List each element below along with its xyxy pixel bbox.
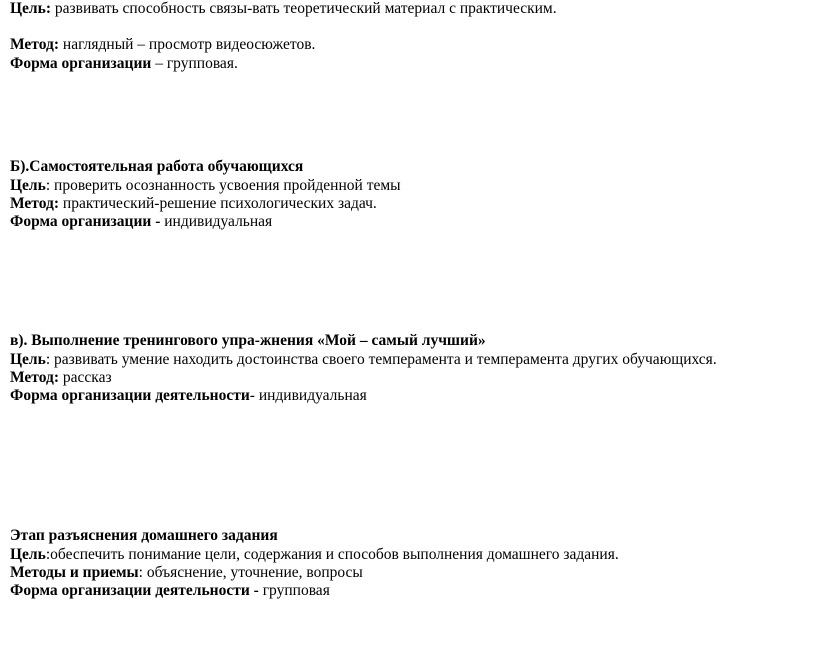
block3-form-text: - индивидуальная xyxy=(249,387,367,404)
block4-form-label: Форма организации деятельности - xyxy=(10,582,259,599)
block1-form-text: – групповая. xyxy=(151,55,238,72)
block3-heading-text: в). Выполнение тренингового упра-жнения «Мой – самый лучший» xyxy=(10,332,486,349)
block1-form-line xyxy=(10,55,238,73)
block4-method-label: Методы и приемы xyxy=(10,564,139,581)
block2-goal-label: Цель xyxy=(10,177,46,194)
block3-method-line xyxy=(10,369,112,387)
block2-heading xyxy=(10,158,303,176)
block4-heading xyxy=(10,527,278,545)
block4-goal-text: :обеспечить понимание цели, содержания и способов выполнения домашнего задания. xyxy=(45,546,619,563)
block4-goal-line xyxy=(10,546,619,564)
block2-method-label: Метод: xyxy=(10,195,60,212)
block2-form-line xyxy=(10,213,272,231)
block2-goal-text: : проверить осознанность усвоения пройденной темы xyxy=(45,177,401,194)
block1-method-label: Метод: xyxy=(10,36,60,53)
block4-method-line xyxy=(10,564,363,582)
block1-goal-line xyxy=(10,0,557,18)
block1-goal-text: развивать способность связы-вать теоретический материал с практическим. xyxy=(51,0,557,17)
block4-goal-label: Цель xyxy=(10,546,46,563)
block4-form-text: групповая xyxy=(258,582,330,599)
block3-goal-label: Цель xyxy=(10,351,46,368)
block1-goal-label: Цель: xyxy=(10,0,51,17)
block2-goal-line xyxy=(10,177,401,195)
block3-form-label: Форма организации деятельности xyxy=(10,387,250,404)
block2-heading-text: Б).Самостоятельная работа обучающихся xyxy=(10,158,304,175)
block3-goal-text: : развивать умение находить достоинства своего темперамента и темперамента других обучающихся. xyxy=(45,351,717,368)
block2-form-text: индивидуальная xyxy=(160,213,273,230)
block1-form-label: Форма организации xyxy=(10,55,152,72)
block3-method-label: Метод: xyxy=(10,369,60,386)
block1-method-text: наглядный – просмотр видеосюжетов. xyxy=(59,36,316,53)
block3-form-line xyxy=(10,387,367,405)
block4-form-line xyxy=(10,582,330,600)
block2-method-line xyxy=(10,195,377,213)
block2-form-label: Форма организации - xyxy=(10,213,161,230)
block3-goal-line xyxy=(10,351,717,369)
block3-method-text: рассказ xyxy=(59,369,112,386)
block2-method-text: практический-решение психологических задач. xyxy=(59,195,377,212)
block3-heading xyxy=(10,332,486,350)
block4-method-text: : объяснение, уточнение, вопросы xyxy=(138,564,363,581)
block4-heading-text: Этап разъяснения домашнего задания xyxy=(10,527,278,544)
block1-method-line xyxy=(10,36,315,54)
